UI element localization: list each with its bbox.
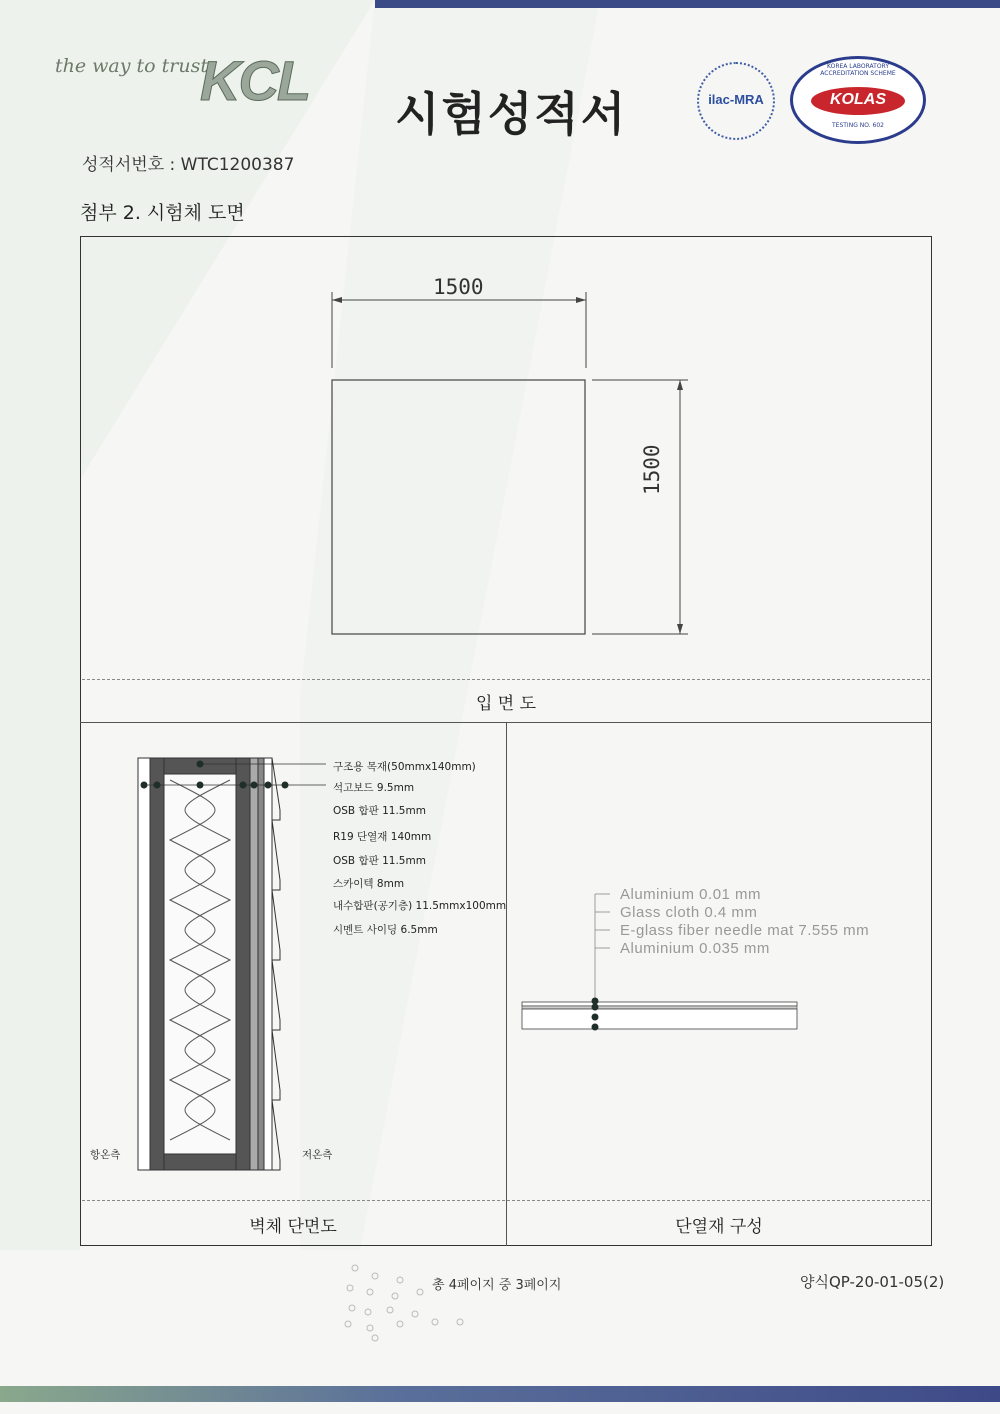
attachment-title: 첨부 2. 시험체 도면 [80,202,245,224]
section-layer-label: 내수합판(공기층) 11.5mmx100mm [333,900,507,912]
elevation-caption-divider [82,679,930,680]
section-layer-label: R19 단열재 140mm [333,831,432,843]
kolas-center-band [811,87,905,115]
wall-section-drawing [130,750,333,1180]
section-layer-label: 시멘트 사이딩 6.5mm [333,924,438,936]
section-layer-label: OSB 합판 11.5mm [333,855,426,867]
section-layer-label: 구조용 목재(50mmx140mm) [333,761,476,773]
report-number: 성적서번호 : WTC1200387 [82,155,295,175]
insulation-caption: 단열재 구성 [675,1217,763,1237]
kolas-testing-no: TESTING NO. 602 [832,122,884,129]
section-caption-divider [82,1200,930,1201]
kcl-logo: KCL [200,49,310,112]
panel-divider [506,722,507,1246]
warm-side-label: 항온측 [90,1149,121,1161]
form-number: 양식QP-20-01-05(2) [800,1273,945,1291]
section-layer-label: OSB 합판 11.5mm [333,805,426,817]
width-dimension: 1500 [433,275,484,299]
bottom-color-bar [0,1386,1000,1402]
insulation-layer-label: Aluminium 0.035 mm [620,940,770,957]
top-color-bar [375,0,1000,8]
section-caption: 벽체 단면도 [249,1217,337,1237]
ilac-mra-text: ilac-MRA [708,92,764,107]
kolas-logo [790,56,926,144]
cold-side-label: 저온측 [302,1149,333,1161]
insulation-layer-label: Aluminium 0.01 mm [620,886,762,903]
height-dimension: 1500 [640,444,664,495]
section-layer-label: 석고보드 9.5mm [333,782,415,794]
kolas-center-text: KOLAS [830,91,886,108]
insulation-layer-label: Glass cloth 0.4 mm [620,904,758,921]
page-indicator: 총 4페이지 중 3페이지 [432,1278,562,1293]
elevation-drawing [80,236,932,686]
document-title: 시험성적서 [395,87,628,141]
insulation-layer-label: E-glass fiber needle mat 7.555 mm [620,922,870,939]
brand-tagline: the way to trust [55,55,208,77]
ilac-mra-logo [697,62,775,140]
kolas-ring-text: KOREA LABORATORY ACCREDITATION SCHEME [820,63,896,77]
section-layer-label: 스카이텍 8mm [333,878,405,890]
elevation-caption: 입 면 도 [475,694,537,714]
